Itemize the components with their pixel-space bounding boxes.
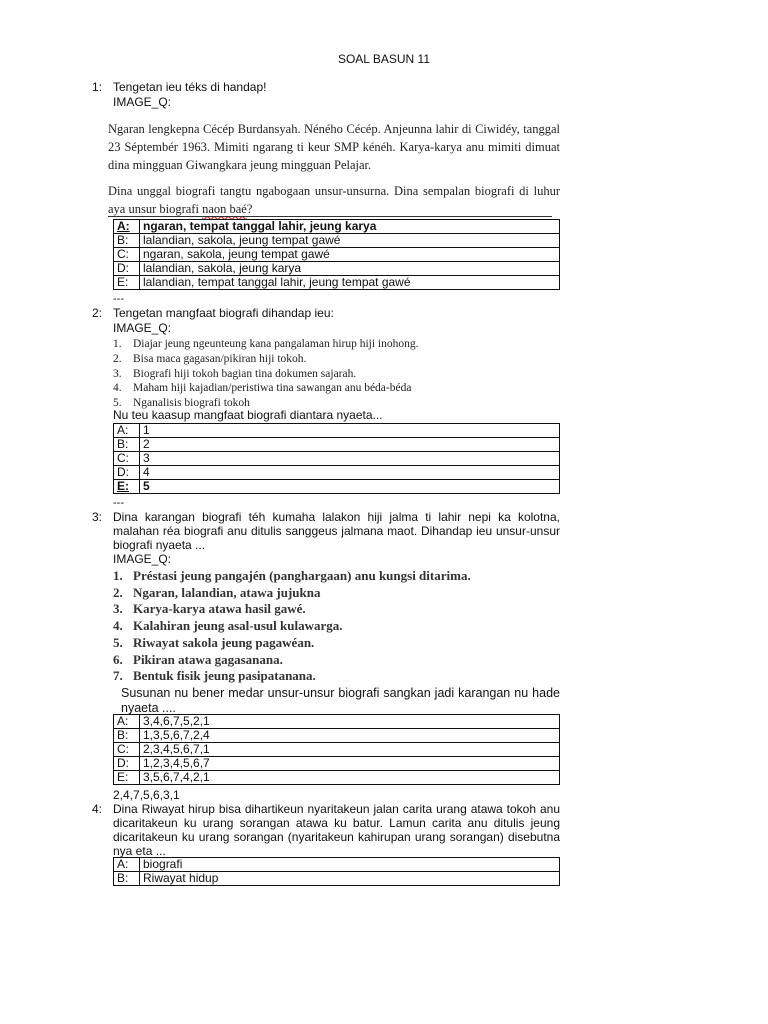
- separator: ---: [113, 497, 124, 509]
- question-prompt: Tengetan mangfaat biografi dihandap ieu:: [113, 306, 334, 320]
- option-text: 1,3,5,6,7,2,4: [140, 729, 560, 743]
- divider: [108, 216, 552, 217]
- option-key: D:: [114, 757, 140, 771]
- option-key: E:: [114, 276, 140, 290]
- option-row[interactable]: [114, 452, 560, 466]
- list-item: 2. Ngaran, lalandian, atawa jujukna: [113, 584, 321, 600]
- option-text: 3,4,6,7,5,2,1: [140, 715, 560, 729]
- option-row[interactable]: [114, 771, 560, 785]
- list-item: 5. Nganalisis biografi tokoh: [113, 397, 250, 410]
- option-row[interactable]: [114, 424, 560, 438]
- option-key: A:: [114, 715, 140, 729]
- separator: ---: [113, 293, 124, 305]
- option-key: C:: [114, 743, 140, 757]
- option-row[interactable]: [114, 466, 560, 480]
- option-key: A:: [114, 220, 140, 234]
- option-key: B:: [114, 438, 140, 452]
- question-number: 4:: [92, 802, 103, 816]
- option-row[interactable]: [114, 438, 560, 452]
- list-item: 2. Bisa maca gagasan/pikiran hiji tokoh.: [113, 352, 307, 365]
- question-number: 3:: [92, 510, 103, 524]
- option-text: 4: [140, 466, 560, 480]
- question-text: Susunan nu bener medar unsur-unsur biografi sangkan jadi karangan nu hade nyaeta ....: [121, 686, 560, 715]
- option-text: 1,2,3,4,5,6,7: [140, 757, 560, 771]
- option-key: B:: [114, 729, 140, 743]
- option-text: 1: [140, 424, 560, 438]
- option-row[interactable]: [114, 234, 560, 248]
- element-list: [113, 568, 471, 685]
- question-number: 2:: [92, 306, 103, 320]
- question-prompt: Tengetan ieu téks di handap!: [113, 80, 267, 94]
- image-tag: IMAGE_Q:: [113, 321, 172, 335]
- option-text: biografi: [140, 858, 560, 872]
- option-key: E:: [114, 480, 140, 494]
- benefit-list: [113, 337, 419, 411]
- option-row[interactable]: [114, 729, 560, 743]
- passage-question-text: Dina unggal biografi tangtu ngabogaan unsur-unsurna. Dina sempalan biografi di luhur aya unsur biografi: [108, 184, 560, 216]
- option-text: Riwayat hidup: [140, 872, 560, 886]
- option-key: A:: [114, 424, 140, 438]
- option-text: lalandian, sakola, jeung tempat gawé: [140, 234, 560, 248]
- option-key: D:: [114, 262, 140, 276]
- list-item: 5. Riwayat sakola jeung pagawéan.: [113, 634, 315, 650]
- option-key: A:: [114, 858, 140, 872]
- option-key: E:: [114, 771, 140, 785]
- option-row[interactable]: [114, 248, 560, 262]
- option-row[interactable]: [114, 872, 560, 886]
- list-item: 6. Pikiran atawa gagasanana.: [113, 651, 283, 667]
- option-row[interactable]: [114, 480, 560, 494]
- spellcheck-marked-text: naon baé: [202, 202, 247, 216]
- list-item: 4. Maham hiji kajadian/peristiwa tina sawangan anu béda-béda: [113, 382, 412, 395]
- option-row[interactable]: [114, 276, 560, 290]
- list-item: 1. Diajar jeung ngeunteung kana pangalaman hirup hiji inohong.: [113, 338, 419, 350]
- question-number: 1:: [92, 80, 103, 94]
- answer-text: 2,4,7,5,6,3,1: [113, 788, 180, 802]
- page-title: SOAL BASUN 11: [337, 52, 431, 66]
- option-key: C:: [114, 452, 140, 466]
- list-item: 3. Karya-karya atawa hasil gawé.: [113, 601, 306, 617]
- question-text: Nu teu kaasup mangfaat biografi diantara nyaeta...: [113, 408, 383, 422]
- option-text: ngaran, tempat tanggal lahir, jeung karya: [140, 220, 560, 234]
- option-row[interactable]: [114, 858, 560, 872]
- option-text: 2,3,4,5,6,7,1: [140, 743, 560, 757]
- option-text: 3: [140, 452, 560, 466]
- list-item: 7. Bentuk fisik jeung pasipatanana.: [113, 668, 316, 684]
- passage-question-end: ?: [246, 202, 253, 216]
- image-tag: IMAGE_Q:: [113, 95, 172, 109]
- list-item: 3. Biografi hiji tokoh bagian tina dokumen sajarah.: [113, 367, 357, 380]
- options-table: [113, 423, 560, 494]
- option-text: ngaran, sakola, jeung tempat gawé: [140, 248, 560, 262]
- option-key: B:: [114, 872, 140, 886]
- image-tag: IMAGE_Q:: [113, 552, 172, 566]
- option-row[interactable]: [114, 743, 560, 757]
- option-row[interactable]: [114, 220, 560, 234]
- question-prompt: Dina Riwayat hirup bisa dihartikeun nyaritakeun jalan carita urang atawa tokoh anu dicaritakeun ku urang sorangan atawa ku batur. Lamun carita anu ditulis jeung dicaritakeun ku urang sorangan (nyaritakeun kahirupan urang sorangan) disebutna nya eta ...: [113, 802, 560, 858]
- option-key: D:: [114, 466, 140, 480]
- option-text: 2: [140, 438, 560, 452]
- option-text: lalandian, sakola, jeung karya: [140, 262, 560, 276]
- option-key: B:: [114, 234, 140, 248]
- list-item: 4. Kalahiran jeung asal-usul kulawarga.: [113, 618, 343, 634]
- option-row[interactable]: [114, 262, 560, 276]
- passage-question: [108, 182, 560, 218]
- options-table: [113, 219, 560, 290]
- option-text: 5: [140, 480, 560, 494]
- option-key: C:: [114, 248, 140, 262]
- option-row[interactable]: [114, 757, 560, 771]
- options-table: [113, 714, 560, 785]
- option-text: lalandian, tempat tanggal lahir, jeung tempat gawé: [140, 276, 560, 290]
- option-row[interactable]: [114, 715, 560, 729]
- passage-paragraph: Ngaran lengkepna Cécép Burdansyah. Néného Cécép. Anjeunna lahir di Ciwidéy, tanggal 23 Séptembér 1963. Mimiti ngarang ti keur SMP kénéh. Karya-karya anu mimiti dimuat dina mingguan Giwangkara jeung mingguan Pelajar.: [108, 122, 560, 172]
- question-prompt: Dina karangan biografi téh kumaha lalakon hiji jalma ti lahir nepi ka kolotna, malahan réa biografi anu ditulis sanggeus jalmana maot. Dihandap ieu unsur-unsur biografi nyaeta ...: [113, 510, 560, 552]
- options-table: [113, 857, 560, 886]
- list-item: 1. Préstasi jeung pangajén (panghargaan) anu kungsi ditarima.: [113, 568, 471, 583]
- option-text: 3,5,6,7,4,2,1: [140, 771, 560, 785]
